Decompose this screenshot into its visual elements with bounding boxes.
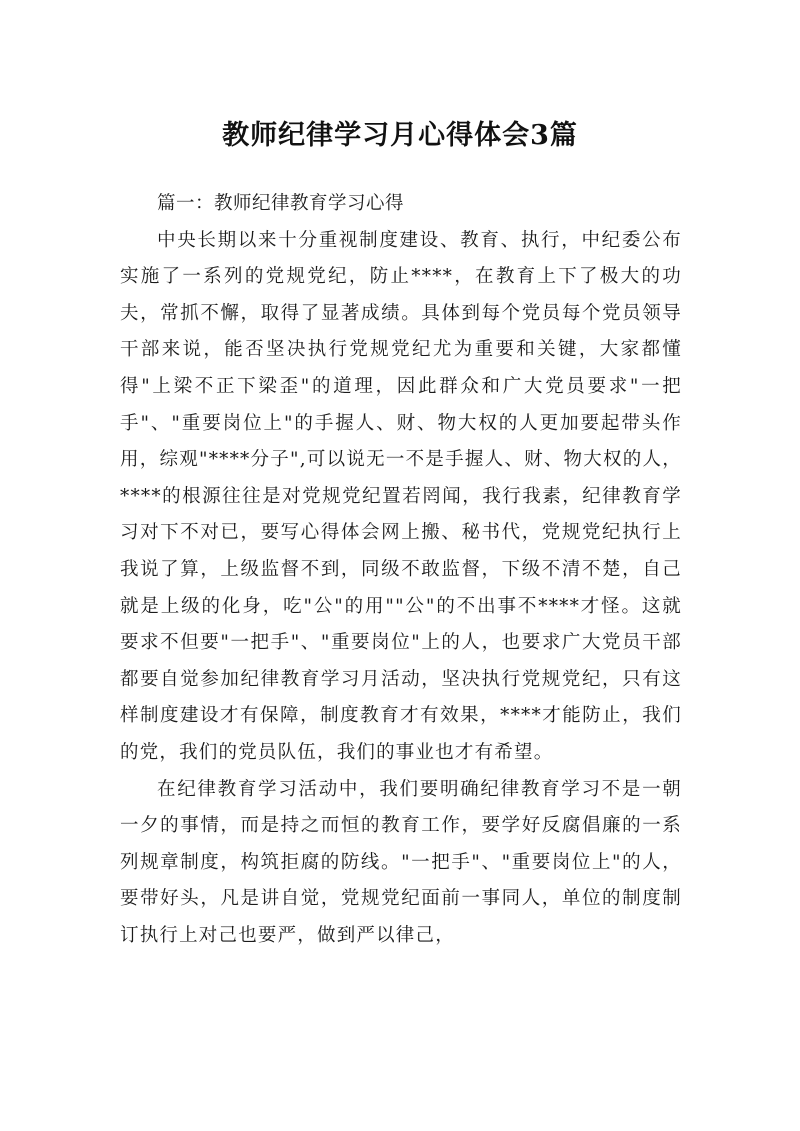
document-body — [120, 186, 682, 954]
body-paragraph: 在纪律教育学习活动中，我们要明确纪律教育学习不是一朝一夕的事情，而是持之而恒的教育工作，要学好反腐倡廉的一系列规章制度，构筑拒腐的防线。"一把手"、"重要岗位上"的人，要带好头，凡是讲自觉，党规党纪面前一事同人，单位的制度制订执行上对己也要严，做到严以律己， — [120, 778, 682, 946]
document-title: 教师纪律学习月心得体会3篇 — [222, 120, 578, 152]
body-paragraph: 中央长期以来十分重视制度建设、教育、执行，中纪委公布实施了一系列的党规党纪，防止****，在教育上下了极大的功夫，常抓不懈，取得了显著成绩。具体到每个党员每个党员领导干部来说，能否坚决执行党规党纪尤为重要和关键，大家都懂得"上梁不正下梁歪"的道理，因此群众和广大党员要求"一把手"、"重要岗位上"的手握人、财、物大权的人更加要起带头作用，综观"****分子",可以说无一不是手握人、财、物大权的人，****的根源往往是对党规党纪置若罔闻，我行我素，纪律教育学习对下不对已，要写心得体会网上搬、秘书代，党规党纪执行上我说了算，上级监督不到，同级不敢监督，下级不清不楚，自己就是上级的化身，吃"公"的用""公"的不出事不****才怪。这就要求不但要"一把手"、"重要岗位"上的人，也要求广大党员干部都要自觉参加纪律教育学习月活动，坚决执行党规党纪，只有这样制度建设才有保障，制度教育才有效果，****才能防止，我们的党，我们的党员队伍，我们的事业也才有希望。 — [120, 229, 682, 763]
section-title: 篇一：教师纪律教育学习心得 — [157, 193, 405, 214]
